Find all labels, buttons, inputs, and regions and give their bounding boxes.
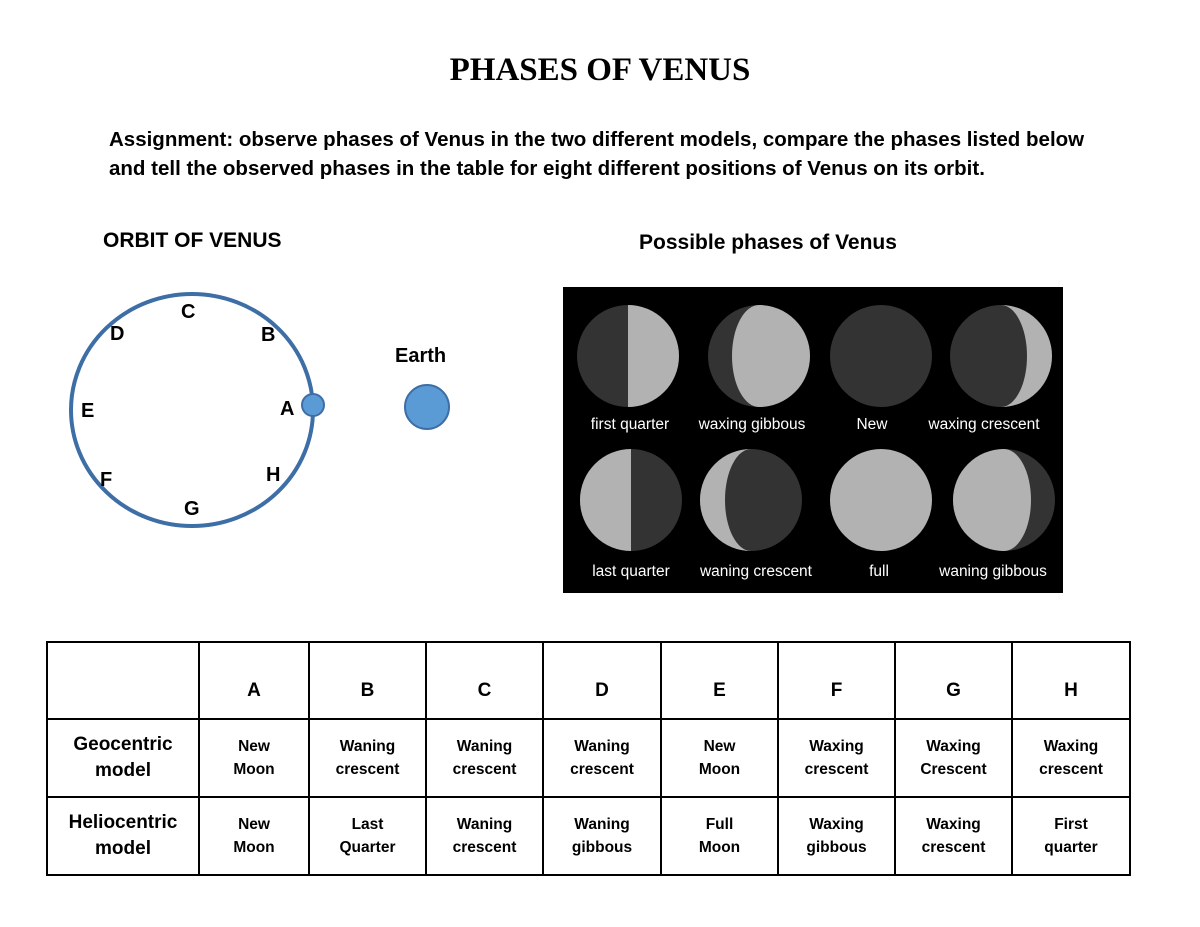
orbit-position-g: G bbox=[184, 498, 200, 520]
phase-caption-first-quarter: first quarter bbox=[590, 416, 670, 433]
phase-caption-new: New bbox=[856, 416, 888, 433]
cell-line: Full bbox=[705, 816, 734, 833]
row-label-line: model bbox=[95, 760, 151, 781]
heliocentric-cell-g bbox=[895, 797, 1012, 875]
column-header-h: H bbox=[1012, 642, 1130, 719]
observation-table bbox=[46, 641, 1131, 876]
geocentric-row-label bbox=[47, 719, 199, 797]
phase-caption-waning-gibbous: waning gibbous bbox=[939, 563, 1047, 580]
cell-line: crescent bbox=[804, 761, 869, 778]
phase-disk-waxing-gibbous bbox=[708, 305, 810, 407]
heliocentric-cell-d bbox=[543, 797, 661, 875]
phase-caption-waxing-crescent: waxing crescent bbox=[928, 416, 1040, 433]
phase-disk-waning-gibbous bbox=[953, 449, 1055, 551]
geocentric-cell-g bbox=[895, 719, 1012, 797]
orbit-heading: ORBIT OF VENUS bbox=[103, 229, 282, 252]
geocentric-cell-h bbox=[1012, 719, 1130, 797]
cell-line: crescent bbox=[570, 761, 634, 778]
cell-line: crescent bbox=[452, 839, 517, 856]
geocentric-cell-c bbox=[426, 719, 543, 797]
heliocentric-cell-a bbox=[199, 797, 309, 875]
phase-caption-full: full bbox=[869, 563, 889, 580]
cell-line: gibbous bbox=[806, 839, 867, 856]
phase-lit-half bbox=[628, 305, 679, 407]
venus-orbit bbox=[71, 294, 313, 526]
column-header-a: A bbox=[199, 642, 309, 719]
geocentric-cell-e bbox=[661, 719, 778, 797]
phase-dark-area bbox=[830, 305, 932, 407]
geocentric-cell-f bbox=[778, 719, 895, 797]
geocentric-row bbox=[47, 719, 1130, 797]
heliocentric-cell-e bbox=[661, 797, 778, 875]
phase-disk-waxing-crescent bbox=[950, 305, 1052, 407]
row-label-line: Heliocentric bbox=[68, 812, 178, 833]
cell-line: New bbox=[238, 816, 270, 833]
cell-line: Waning bbox=[456, 738, 513, 755]
cell-line: crescent bbox=[335, 761, 400, 778]
cell-line: Crescent bbox=[920, 761, 987, 778]
assignment-text: Assignment: observe phases of Venus in the two different models, compare the phases listed below and tell the observed phases in the table for eight different positions of Venus on its orbit. bbox=[109, 128, 1085, 180]
cell-line: Moon bbox=[233, 839, 275, 856]
cell-line: Waxing bbox=[809, 738, 864, 755]
cell-line: Quarter bbox=[339, 839, 396, 856]
phase-disk-last-quarter bbox=[580, 449, 682, 551]
column-header-d: D bbox=[543, 642, 661, 719]
orbit-position-b: B bbox=[261, 324, 276, 346]
phase-disk-first-quarter bbox=[577, 305, 679, 407]
cell-line: gibbous bbox=[571, 839, 633, 856]
orbit-diagram bbox=[0, 280, 520, 540]
phases-heading: Possible phases of Venus bbox=[639, 231, 897, 254]
phase-lit-area bbox=[830, 449, 932, 551]
cell-line: New bbox=[703, 738, 736, 755]
cell-line: First bbox=[1054, 816, 1088, 833]
geocentric-cell-a bbox=[199, 719, 309, 797]
cell-line: Last bbox=[351, 816, 384, 833]
heliocentric-cell-c bbox=[426, 797, 543, 875]
cell-line: crescent bbox=[1039, 761, 1103, 778]
heliocentric-row-label bbox=[47, 797, 199, 875]
orbit-position-h: H bbox=[266, 464, 281, 486]
cell-line: Moon bbox=[698, 839, 741, 856]
phase-disk-new bbox=[830, 305, 932, 407]
cell-line: Waxing bbox=[809, 816, 864, 833]
earth-label: Earth bbox=[395, 345, 447, 367]
phases-panel bbox=[563, 287, 1063, 593]
phase-lit-bulge bbox=[977, 449, 1031, 551]
cell-line: crescent bbox=[452, 761, 517, 778]
phase-lit-half bbox=[580, 449, 631, 551]
column-header-b: B bbox=[309, 642, 426, 719]
heliocentric-row bbox=[47, 797, 1130, 875]
cell-line: Waning bbox=[339, 738, 396, 755]
venus-planet bbox=[302, 394, 324, 416]
cell-line: crescent bbox=[921, 839, 986, 856]
heliocentric-cell-f bbox=[778, 797, 895, 875]
cell-line: Moon bbox=[233, 761, 275, 778]
phase-shadow-bulge bbox=[975, 305, 1027, 407]
heliocentric-cell-b bbox=[309, 797, 426, 875]
cell-line: Waning bbox=[456, 816, 513, 833]
cell-line: Waxing bbox=[926, 738, 981, 755]
column-header-f: F bbox=[778, 642, 895, 719]
table-corner-cell bbox=[47, 642, 199, 719]
row-label-line: Geocentric bbox=[73, 734, 173, 755]
cell-line: Waning bbox=[574, 738, 630, 755]
cell-line: Waxing bbox=[926, 816, 981, 833]
phase-caption-last-quarter: last quarter bbox=[592, 563, 670, 580]
cell-line: Waxing bbox=[1043, 738, 1099, 755]
column-header-e: E bbox=[661, 642, 778, 719]
table-header-row bbox=[47, 642, 1130, 719]
row-label-line: model bbox=[95, 838, 151, 859]
geocentric-cell-d bbox=[543, 719, 661, 797]
cell-line: Moon bbox=[698, 761, 741, 778]
column-header-c: C bbox=[426, 642, 543, 719]
cell-line: quarter bbox=[1044, 839, 1098, 856]
phase-shadow-bulge bbox=[725, 449, 777, 551]
column-header-g: G bbox=[895, 642, 1012, 719]
orbit-position-f: F bbox=[100, 469, 113, 491]
orbit-position-c: C bbox=[181, 301, 196, 323]
phase-caption-waning-crescent: waning crescent bbox=[699, 563, 813, 580]
orbit-position-a: A bbox=[280, 398, 295, 420]
earth-planet bbox=[405, 385, 449, 429]
page-title: PHASES OF VENUS bbox=[449, 52, 751, 88]
orbit-position-d: D bbox=[110, 323, 125, 345]
phase-disk-full bbox=[830, 449, 932, 551]
geocentric-cell-b bbox=[309, 719, 426, 797]
orbit-position-e: E bbox=[81, 400, 95, 422]
cell-line: New bbox=[238, 738, 270, 755]
heliocentric-cell-h bbox=[1012, 797, 1130, 875]
cell-line: Waning bbox=[574, 816, 630, 833]
phase-disk-waning-crescent bbox=[700, 449, 802, 551]
phase-lit-bulge bbox=[732, 305, 786, 407]
phase-caption-waxing-gibbous: waxing gibbous bbox=[698, 416, 806, 433]
phases-graphic bbox=[563, 287, 1063, 593]
